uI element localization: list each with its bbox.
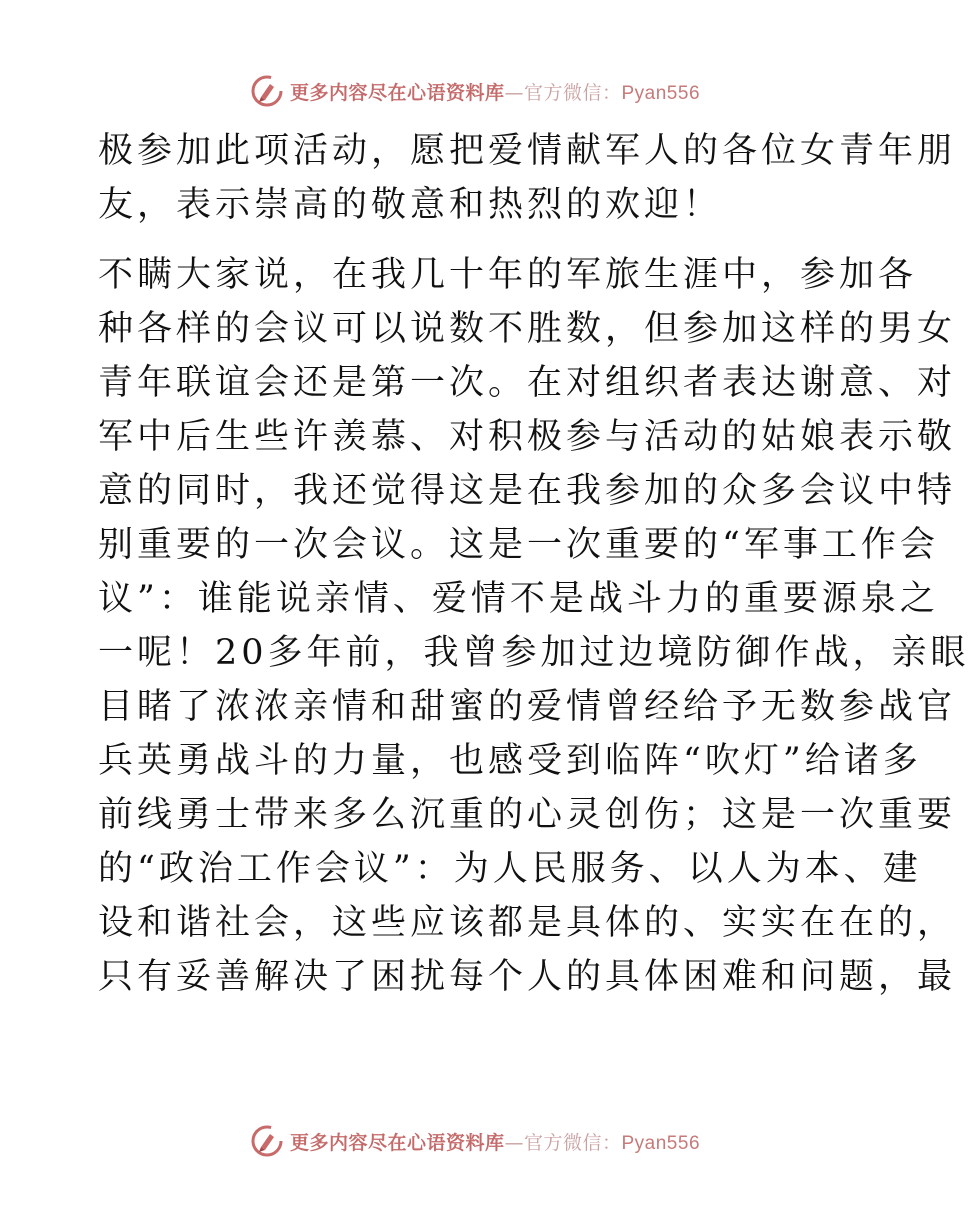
document-body [98,124,970,1004]
text-line: 青年联谊会还是第一次。在对组织者表达谢意、对 [98,363,957,403]
text-line: 前线勇士带来多么沉重的心灵创伤；这是一次重要 [98,795,957,835]
text-line: 军中后生些许羡慕、对积极参与活动的姑娘表示敬 [98,417,957,457]
paragraph [98,124,957,232]
text-line: 兵英勇战斗的力量，也感受到临阵“吹灯”给诸多 [98,741,922,781]
text-line: 友，表示崇高的敬意和热烈的欢迎！ [98,185,723,225]
pen-logo-icon [250,1124,284,1158]
watermark-separator: — [504,1131,524,1154]
text-line: 只有妥善解决了困扰每个人的具体困难和问题，最 [98,957,957,997]
text-line: 设和谐社会，这些应该都是具体的、实实在在的， [98,903,957,943]
watermark-title: 更多内容尽在心语资料库 [289,81,505,104]
paragraph [98,248,970,1004]
watermark-wechat-id: Pyan556 [621,82,701,104]
pen-logo-icon [250,74,284,108]
watermark-separator: — [504,81,524,104]
text-line: 不瞒大家说，在我几十年的军旅生涯中，参加各 [98,255,918,295]
text-line: 别重要的一次会议。这是一次重要的“军事工作会 [98,525,939,565]
watermark-wechat-id: Pyan556 [621,1132,701,1154]
watermark-title: 更多内容尽在心语资料库 [289,1131,505,1154]
text-line: 目睹了浓浓亲情和甜蜜的爱情曾经给予无数参战官 [98,687,957,727]
paragraph-gap [98,232,858,248]
text-line: 种各样的会议可以说数不胜数，但参加这样的男女 [98,309,957,349]
text-line: 一呢！20多年前，我曾参加过边境防御作战，亲眼 [98,633,970,673]
watermark-wechat-label: 官方微信： [523,81,622,104]
header-watermark [0,74,950,108]
footer-watermark [0,1124,950,1158]
text-line: 议”：谁能说亲情、爱情不是战斗力的重要源泉之 [98,579,939,619]
text-line: 意的同时，我还觉得这是在我参加的众多会议中特 [98,471,957,511]
text-line: 的“政治工作会议”：为人民服务、以人为本、建 [98,849,922,889]
watermark-wechat-label: 官方微信： [523,1131,622,1154]
text-line: 极参加此项活动，愿把爱情献军人的各位女青年朋 [98,131,957,171]
